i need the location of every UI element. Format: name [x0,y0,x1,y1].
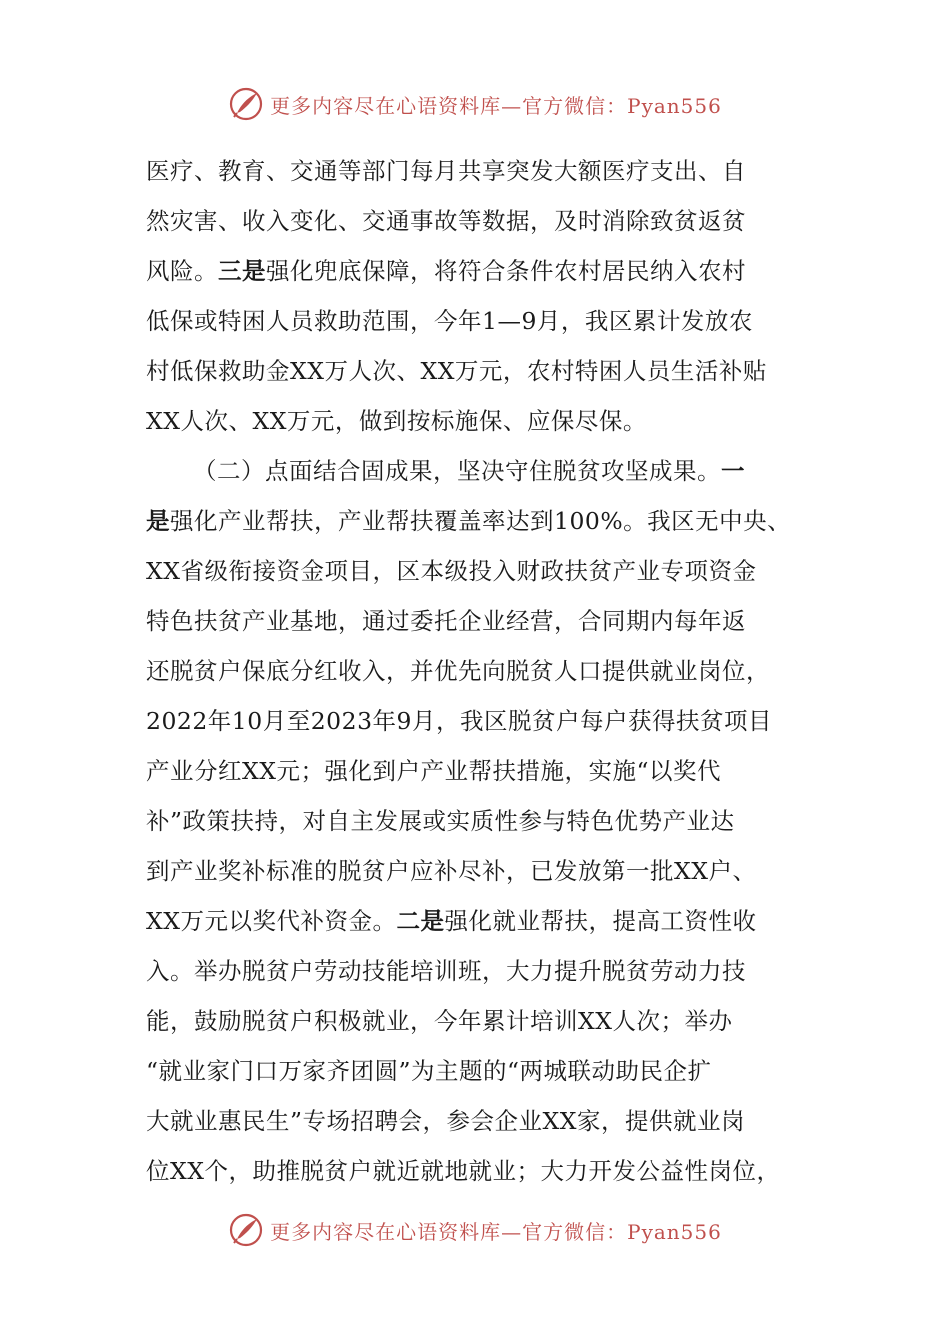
bold-text-segment: 是 [146,507,170,535]
text-line [146,696,826,746]
text-line [146,296,826,346]
text-line [146,896,826,946]
text-line [146,746,826,796]
bold-text-segment: 一 [721,457,745,485]
text-line [146,596,826,646]
text-line [146,446,826,496]
text-line [146,396,826,446]
text-segment: 特色扶贫产业基地，通过委托企业经营，合同期内每年返 [146,607,746,635]
footer-watermark-banner [0,1210,950,1250]
text-line [146,946,826,996]
bold-text-segment: 二是 [396,907,445,935]
text-line [146,1096,826,1146]
text-line [146,646,826,696]
text-segment: 2022年10月至2023年9月，我区脱贫户每户获得扶贫项目 [146,707,772,735]
text-line [146,346,826,396]
text-line [146,146,826,196]
text-line [146,1146,826,1196]
text-segment: 强化就业帮扶，提高工资性收 [444,907,757,935]
quill-logo-icon [228,1212,264,1248]
text-line [146,496,826,546]
text-line [146,546,826,596]
text-segment: 到产业奖补标准的脱贫户应补尽补，已发放第一批XX户、 [146,857,757,885]
text-line [146,996,826,1046]
text-segment: XX省级衔接资金项目，区本级投入财政扶贫产业专项资金 [146,557,757,585]
text-segment: 入。举办脱贫户劳动技能培训班，大力提升脱贫劳动力技 [146,957,746,985]
text-segment: 强化兜底保障，将符合条件农村居民纳入农村 [266,257,746,285]
text-segment: 能，鼓励脱贫户积极就业，今年累计培训XX人次；举办 [146,1007,733,1035]
text-line [146,246,826,296]
text-segment: 村低保救助金XX万人次、XX万元，农村特困人员生活补贴 [146,357,767,385]
text-segment: 产业分红XX元；强化到户产业帮扶措施，实施“以奖代 [146,757,721,785]
text-segment: 还脱贫户保底分红收入，并优先向脱贫人口提供就业岗位， [146,657,770,685]
text-segment: “就业家门口万家齐团圆”为主题的“两城联动助民企扩 [146,1057,712,1085]
text-segment: 强化产业帮扶，产业帮扶覆盖率达到100%。我区无中央、 [170,507,792,535]
text-segment: 低保或特困人员救助范围，今年1—9月，我区累计发放农 [146,307,753,335]
text-line [146,196,826,246]
text-segment: XX万元以奖代补资金。 [146,907,397,935]
text-segment: 大就业惠民生”专场招聘会，参会企业XX家，提供就业岗 [146,1107,745,1135]
text-segment: 医疗、教育、交通等部门每月共享突发大额医疗支出、自 [146,157,746,185]
text-line [146,846,826,896]
document-body [146,146,826,1196]
bold-text-segment: 三是 [218,257,266,285]
text-segment: 然灾害、收入变化、交通事故等数据，及时消除致贫返贫 [146,207,746,235]
header-banner-text: 更多内容尽在心语资料库—官方微信：Pyan556 [270,93,722,118]
text-segment: 位XX个，助推脱贫户就近就地就业；大力开发公益性岗位， [146,1157,781,1185]
text-line [146,796,826,846]
footer-banner-text: 更多内容尽在心语资料库—官方微信：Pyan556 [270,1219,722,1244]
text-segment: 补”政策扶持，对自主发展或实质性参与特色优势产业达 [146,807,735,835]
text-segment: 风险。 [146,257,218,285]
text-segment: XX人次、XX万元，做到按标施保、应保尽保。 [146,407,647,435]
quill-logo-icon [228,86,264,122]
text-line [146,1046,826,1096]
text-segment: （二）点面结合固成果，坚决守住脱贫攻坚成果。 [193,457,721,485]
header-watermark-banner [0,84,950,124]
